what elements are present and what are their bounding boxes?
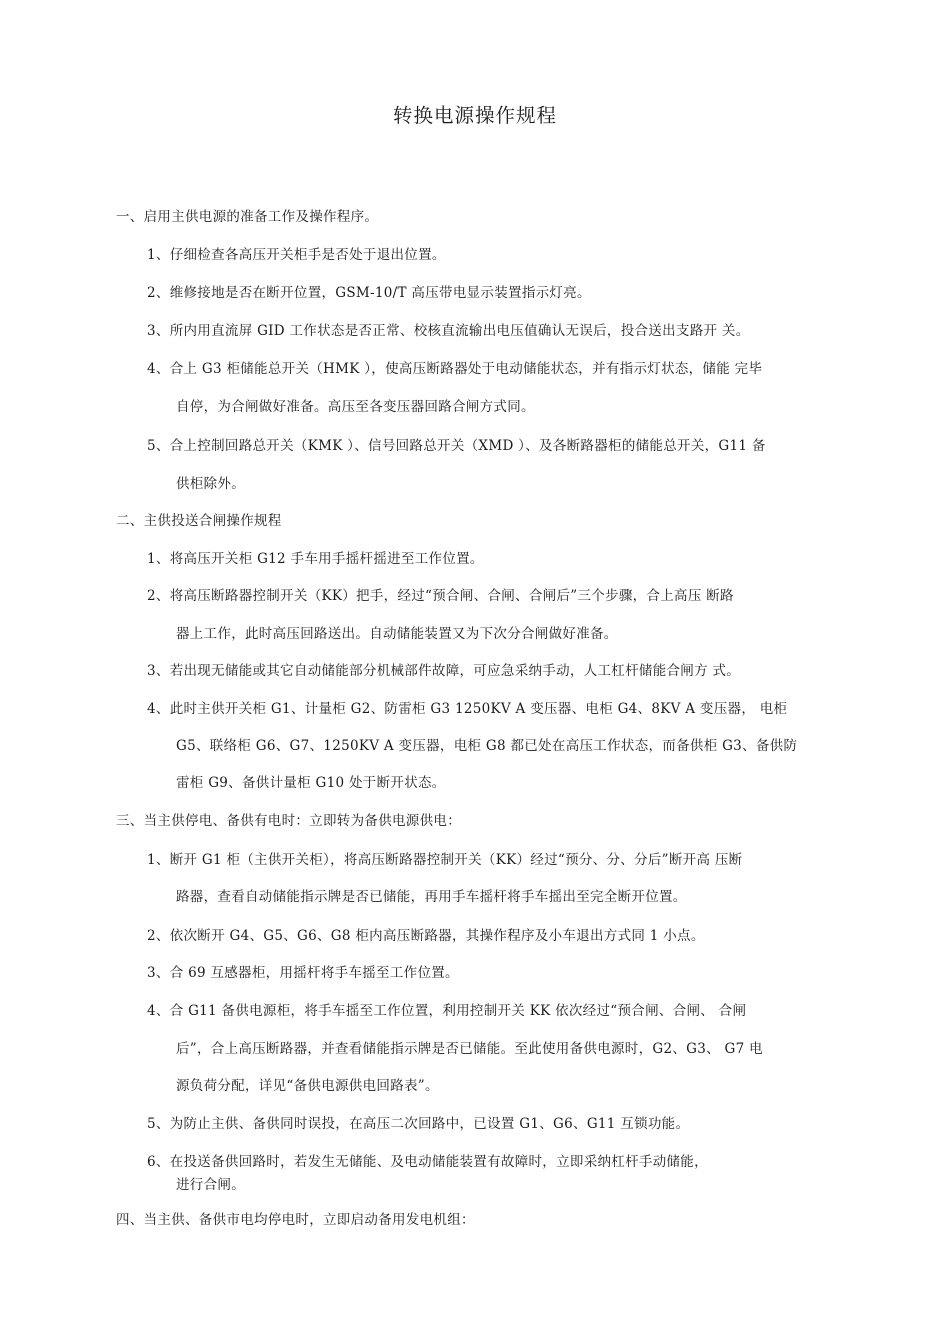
list-item-continuation: 后”，合上高压断路器，并查看储能指示牌是否已储能。至此使用备供电源时，G2、G3、 G7 电 <box>176 1041 763 1057</box>
list-item: 4、此时主供开关柜 G1、计量柜 G2、防雷柜 G3 1250KV A 变压器、电柜 G4、8KV A 变压器， 电柜 <box>147 701 788 717</box>
list-item-continuation: 雷柜 G9、备供计量柜 G10 处于断开状态。 <box>176 775 446 791</box>
list-item-continuation: G5、联络柜 G6、G7、1250KV A 变压器，电柜 G8 都已处在高压工作状态，而备供柜 G3、备供防 <box>176 738 798 754</box>
list-item: 3、所内用直流屏 GID 工作状态是否正常、校核直流输出电压值确认无误后，投合送出支路开 关。 <box>147 323 750 339</box>
list-item: 3、若出现无储能或其它自动储能部分机械部件故障，可应急采纳手动，人工杠杆储能合闸方 式。 <box>147 663 741 679</box>
list-item: 1、将高压开关柜 G12 手车用手摇杆摇进至工作位置。 <box>147 551 484 567</box>
list-item-continuation: 路器，查看自动储能指示牌是否已储能，再用手车摇杆将手车摇出至完全断开位置。 <box>176 889 687 905</box>
list-item: 2、维修接地是否在断开位置，GSM-10/T 高压带电显示装置指示灯亮。 <box>147 285 591 301</box>
list-item-continuation: 进行合闸。 <box>176 1177 245 1193</box>
list-item-continuation: 供柜除外。 <box>176 476 245 492</box>
list-item: 2、依次断开 G4、G5、G6、G8 柜内高压断路器，其操作程序及小车退出方式同 1 小点。 <box>147 928 705 944</box>
list-item-continuation: 自停，为合闸做好准备。高压至各变压器回路合闸方式同。 <box>176 399 535 415</box>
list-item: 6、在投送备供回路时，若发生无储能、及电动储能装置有故障时，立即采纳杠杆手动储能， <box>147 1154 708 1170</box>
list-item: 1、仔细检查各高压开关柜手是否处于退出位置。 <box>147 247 446 263</box>
section-heading: 一、启用主供电源的准备工作及操作程序。 <box>116 209 379 225</box>
list-item: 2、将高压断路器控制开关（KK）把手，经过“预合闸、合闸、合闸后”三个步骤，合上高压 断路 <box>147 588 734 604</box>
list-item: 4、合 G11 备供电源柜，将手车摇至工作位置，利用控制开关 KK 依次经过“预合闸、合闸、 合闸 <box>147 1003 747 1019</box>
section-heading: 四、当主供、备供市电均停电时，立即启动备用发电机组： <box>116 1212 475 1228</box>
list-item: 3、合 69 互感器柜，用摇杆将手车摇至工作位置。 <box>147 965 459 981</box>
list-item: 5、合上控制回路总开关（KMK ）、信号回路总开关（XMD ）、及各断路器柜的储能总开关，G11 备 <box>147 438 766 454</box>
section-heading: 三、当主供停电、备供有电时：立即转为备供电源供电： <box>116 813 461 829</box>
list-item: 4、合上 G3 柜储能总开关（HMK ），使高压断路器处于电动储能状态，并有指示灯状态，储能 完毕 <box>147 361 763 377</box>
list-item: 5、为防止主供、备供同时误投，在高压二次回路中，已设置 G1、G6、G11 互锁功能。 <box>147 1116 690 1132</box>
section-heading: 二、主供投送合闸操作规程 <box>116 513 282 529</box>
list-item-continuation: 源负荷分配，详见“备供电源供电回路表”。 <box>176 1078 439 1094</box>
list-item-continuation: 器上工作，此时高压回路送出。自动储能装置又为下次分合闸做好准备。 <box>176 626 618 642</box>
page-title: 转换电源操作规程 <box>392 104 557 127</box>
list-item: 1、断开 G1 柜（主供开关柜），将高压断路器控制开关（KK）经过“预分、分、分后”断开高 压断 <box>147 852 743 868</box>
